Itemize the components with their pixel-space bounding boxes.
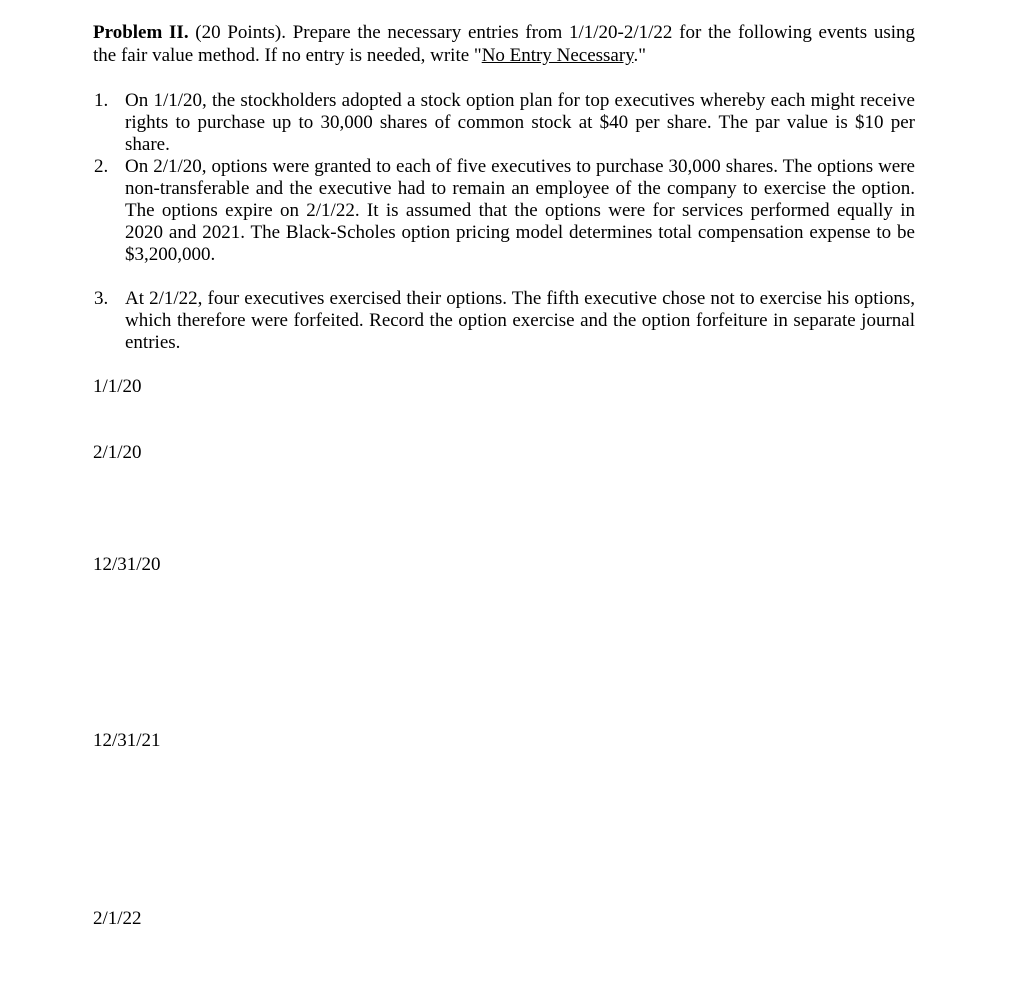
list-item-text: At 2/1/22, four executives exercised their options. The fifth executive chose not to exercise his options, which therefore were forfeited. Record the option exercise and the option forfeiture in separate journal entries. (125, 288, 915, 353)
list-item-number: 2. (94, 156, 109, 177)
problem-instructions-start: Prepare the necessary entries from 1/1/20-2/1/22 for the following events using the fair value method. If no entry is needed, write " (93, 22, 915, 66)
entry-date-label: 1/1/20 (93, 376, 142, 397)
list-item-number: 3. (94, 288, 109, 309)
no-entry-necessary-text: No Entry Necessary (481, 45, 634, 66)
problem-heading: Problem II. (93, 22, 189, 43)
list-item-text: On 1/1/20, the stockholders adopted a stock option plan for top executives whereby each might receive rights to purchase up to 30,000 shares of common stock at $40 per share. The par value is $10 per share. (125, 90, 915, 155)
list-item-text: On 2/1/20, options were granted to each of five executives to purchase 30,000 shares. The options were non-transferable and the executive had to remain an employee of the company to exercise the option. The options expire on 2/1/22. It is assumed that the options were for services performed equally in 2020 and 2021. The Black-Scholes option pricing model determines total compensation expense to be $3,200,000. (125, 156, 915, 265)
list-item (93, 288, 915, 354)
entry-date-label: 2/1/20 (93, 442, 142, 463)
entry-date-label: 2/1/22 (93, 908, 142, 929)
entry-date-label: 12/31/20 (93, 554, 161, 575)
list-item (93, 156, 915, 266)
list-item-number: 1. (94, 90, 109, 111)
problem-instructions-end: ." (633, 45, 646, 66)
problem-intro (93, 21, 915, 67)
list-item (93, 90, 915, 156)
entry-date-label: 12/31/21 (93, 730, 161, 751)
problem-points: (20 Points). (188, 22, 293, 43)
